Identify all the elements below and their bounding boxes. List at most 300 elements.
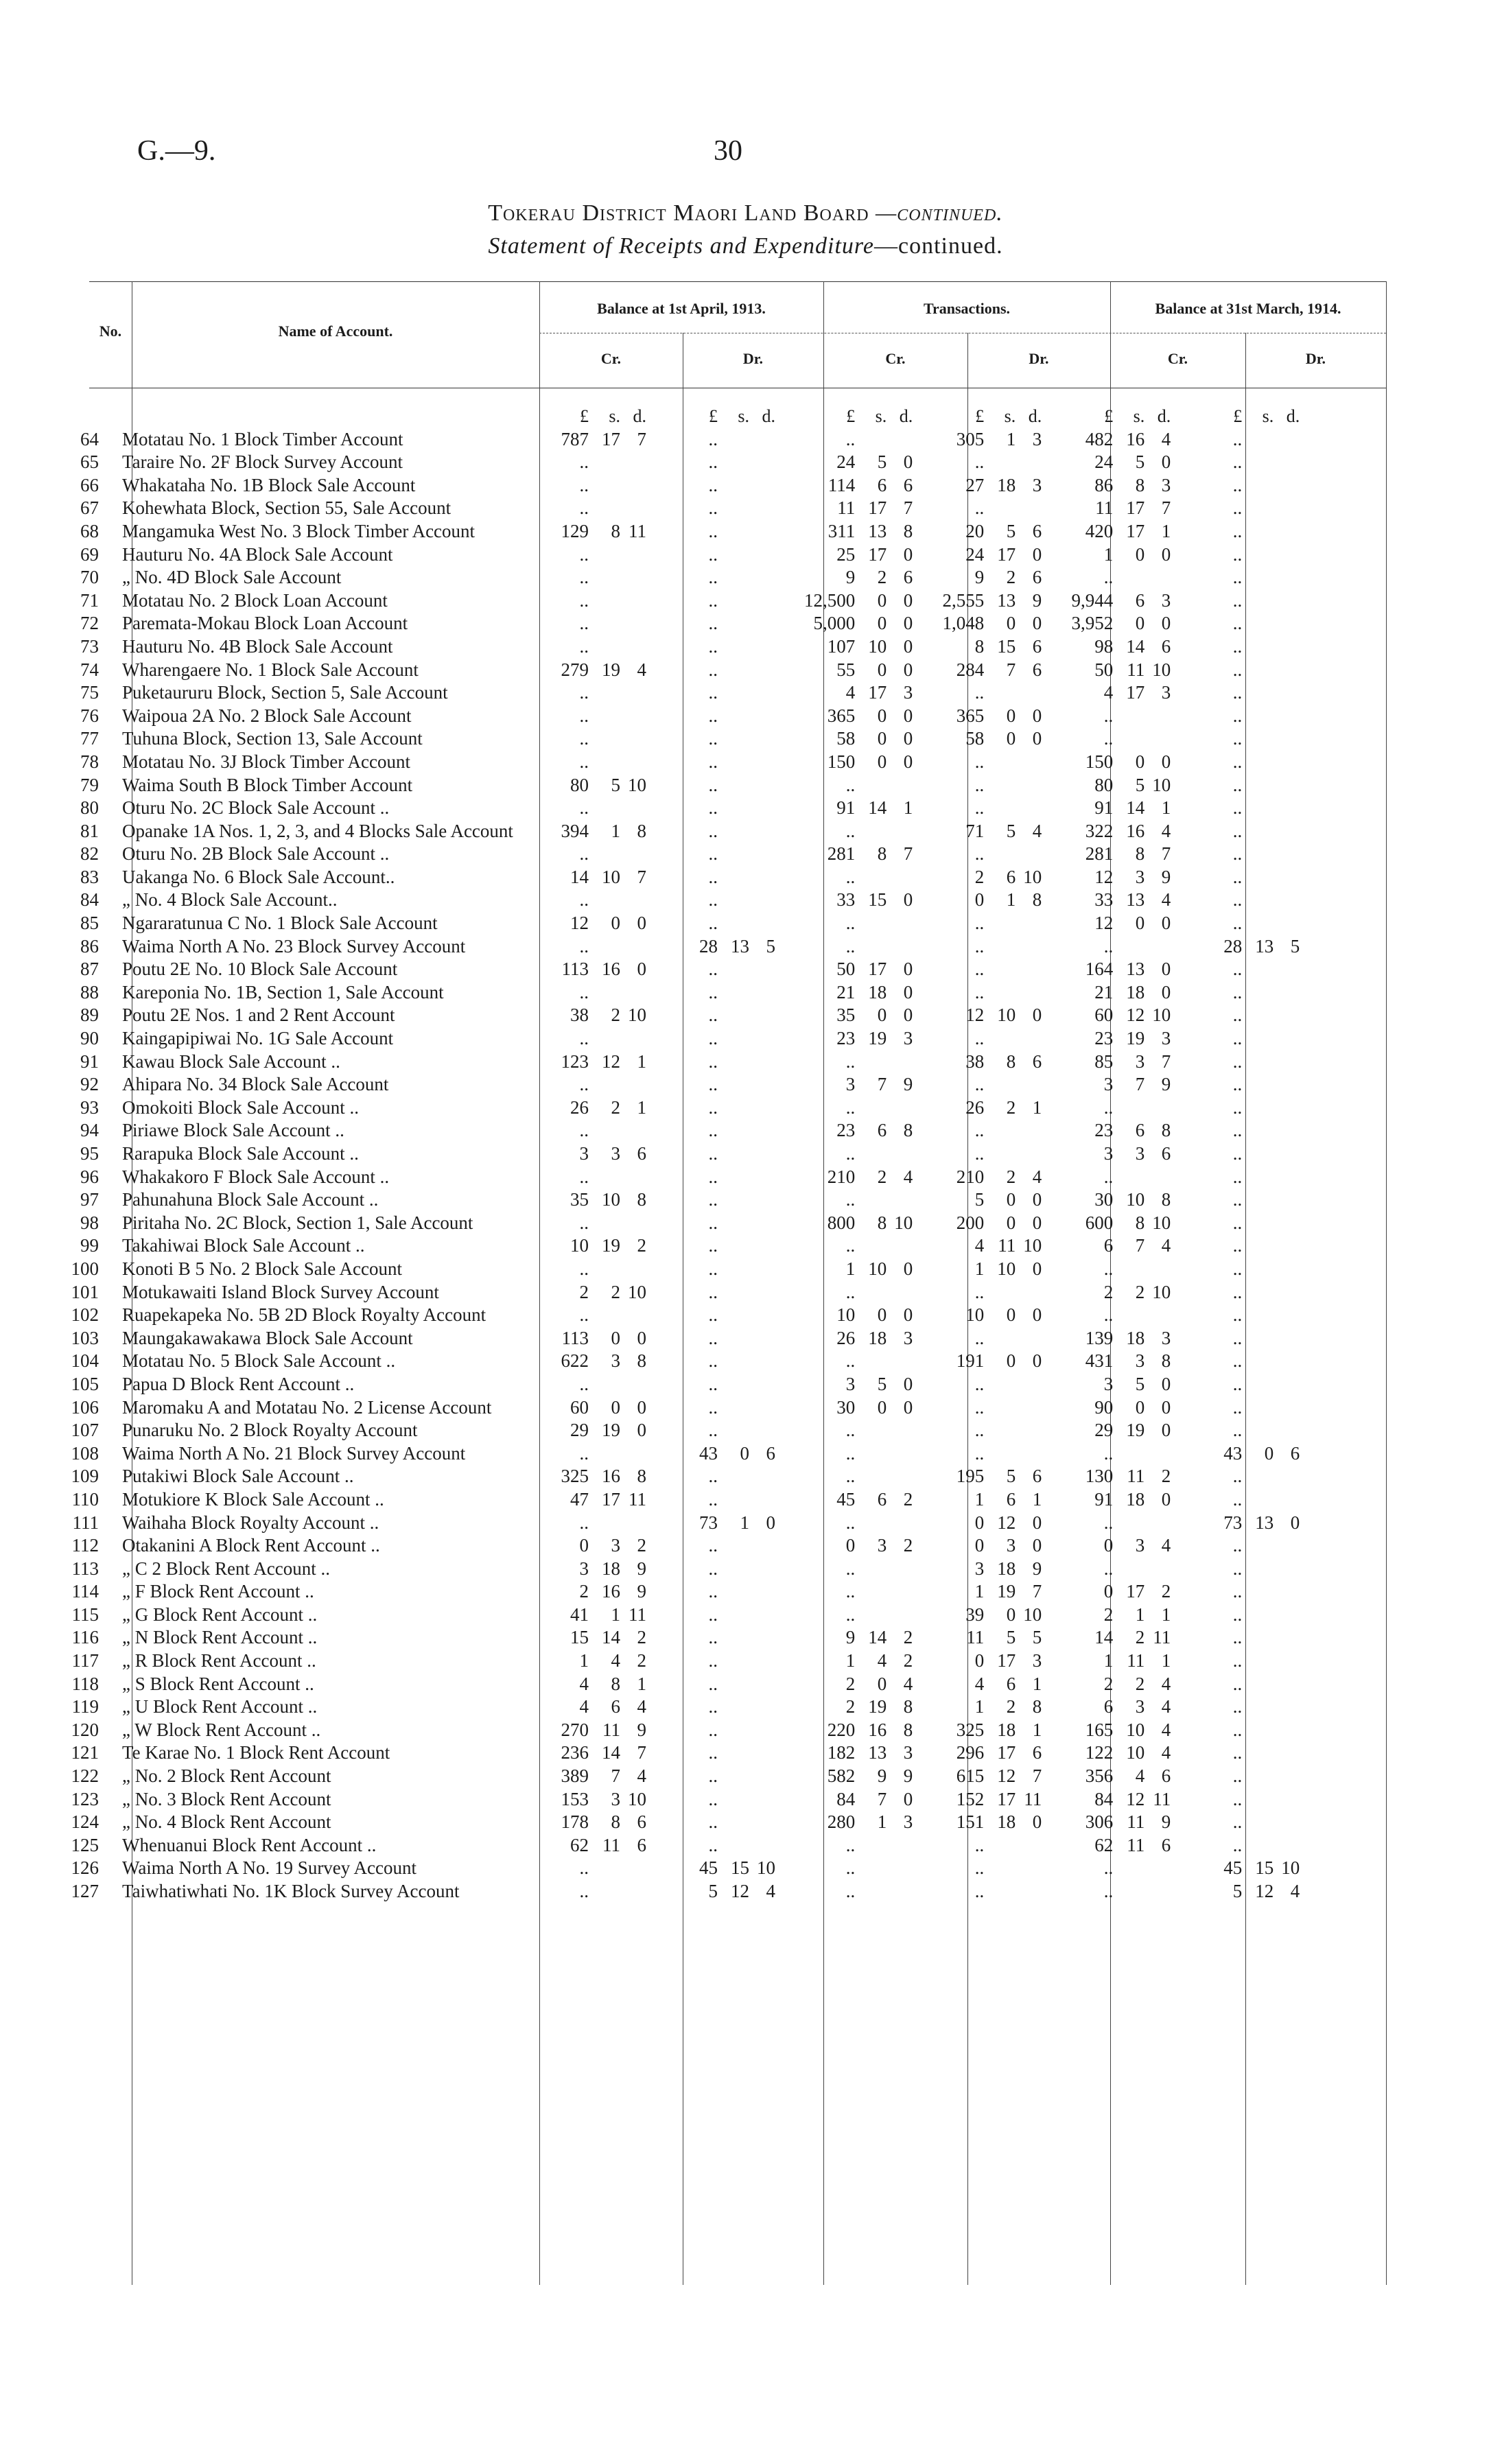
table-row: [0, 981, 1300, 1005]
bal1913-dr-pence: [749, 1534, 775, 1558]
bal1913-dr-shillings: [718, 889, 749, 912]
bal1913-dr-pence: [749, 1212, 775, 1235]
bal1913-dr-shillings: [718, 589, 749, 613]
bal1914-dr-shillings: [1242, 1212, 1273, 1235]
bal1914-dr-shillings: [1242, 1166, 1273, 1189]
trans-dr-pence: 1: [1032, 1673, 1042, 1694]
table-row: [0, 866, 1300, 889]
trans-cr-pounds: 24: [836, 451, 856, 473]
trans-dr-pounds: 0: [974, 889, 985, 911]
bal1914-cr-pounds: 6: [1103, 1696, 1114, 1717]
account-name: Mangamuka West No. 3 Block Timber Account: [122, 520, 476, 541]
bal1914-dr-pounds: 28: [1223, 935, 1243, 957]
bal1914-dr-pence: 6: [1290, 1442, 1300, 1464]
bal1913-dr-shillings: [718, 1696, 749, 1719]
bal1914-cr-pence: 0: [1161, 913, 1171, 934]
bal1914-cr-shillings: 11: [1127, 1650, 1145, 1671]
bal1914-dr-shillings: 15: [1255, 1857, 1274, 1879]
bal1913-cr-pounds: 1: [579, 1650, 589, 1671]
bal1913-dr-pence: [749, 612, 775, 635]
bal1913-cr-shillings: [589, 751, 620, 774]
bal1913-dr-shillings: [718, 1258, 749, 1281]
bal1914-dr-shillings: [1242, 428, 1273, 451]
bal1914-cr-shillings: 12: [1126, 1005, 1145, 1026]
trans-dr-pence: 1: [1032, 1488, 1042, 1510]
bal1913-dr-shillings: [718, 1765, 749, 1788]
bal1914-dr-pence: [1273, 1719, 1300, 1742]
bal1914-dr-shillings: 13: [1255, 935, 1274, 957]
bal1914-dr-shillings: [1242, 1419, 1273, 1442]
trans-dr-shillings: 17: [997, 1788, 1016, 1809]
trans-dr-pounds: ..: [974, 797, 985, 819]
bal1914-cr-shillings: 6: [1135, 589, 1145, 611]
bal1914-cr-pence: 1: [1161, 1604, 1171, 1625]
unit-pound: £: [1233, 406, 1243, 426]
bal1913-dr-shillings: [718, 1488, 749, 1512]
trans-dr-pounds: 305: [956, 428, 985, 449]
trans-cr-pence: 8: [903, 1120, 913, 1141]
account-name: Motatau No. 2 Block Loan Account: [122, 589, 388, 611]
trans-cr-pounds: 3: [845, 1074, 856, 1095]
bal1913-cr-pence: [620, 1857, 646, 1880]
bal1913-cr-pence: [620, 705, 646, 728]
trans-dr-pounds: 8: [974, 635, 985, 657]
table-row: [0, 566, 1300, 589]
bal1913-dr-shillings: [718, 751, 749, 774]
bal1913-dr-pounds: ..: [708, 613, 718, 634]
bal1913-dr-pounds: ..: [708, 1096, 718, 1118]
bal1914-dr-shillings: [1242, 797, 1273, 820]
trans-dr-pence: 0: [1032, 1212, 1042, 1233]
trans-dr-pence: 8: [1032, 1696, 1042, 1717]
bal1913-cr-shillings: 4: [611, 1650, 620, 1671]
account-number: 91: [80, 1051, 99, 1072]
trans-cr-pounds: ..: [845, 1143, 856, 1164]
trans-dr-shillings: 1: [1006, 889, 1016, 911]
trans-cr-shillings: 10: [868, 635, 887, 657]
trans-cr-pounds: ..: [845, 1604, 856, 1625]
table-row: [0, 1696, 1300, 1719]
bal1913-cr-pence: 8: [637, 1350, 646, 1372]
trans-dr-shillings: [984, 1073, 1015, 1096]
bal1913-cr-pence: 0: [637, 1396, 646, 1418]
bal1914-dr-pence: [1273, 1580, 1300, 1604]
bal1914-dr-pence: 4: [1290, 1881, 1300, 1901]
bal1914-dr-pounds: ..: [1232, 1673, 1243, 1694]
trans-dr-pounds: 195: [956, 1466, 985, 1487]
trans-cr-shillings: 8: [877, 843, 887, 865]
account-name: Maromaku A and Motatau No. 2 License Account: [122, 1396, 492, 1418]
bal1913-dr-pence: [749, 543, 775, 567]
bal1913-dr-pounds: 43: [699, 1442, 718, 1464]
account-number: 110: [71, 1488, 99, 1510]
bal1913-cr-pence: 9: [637, 1558, 646, 1579]
trans-dr-pence: 0: [1032, 1258, 1042, 1279]
bal1914-dr-shillings: [1242, 1188, 1273, 1212]
trans-dr-pence: 10: [1023, 1604, 1042, 1625]
bal1914-dr-pounds: ..: [1232, 567, 1243, 588]
title-continued: —continued.: [876, 200, 1003, 226]
trans-cr-pounds: 21: [836, 981, 856, 1002]
trans-dr-shillings: 17: [997, 1742, 1016, 1763]
account-number: 106: [71, 1396, 99, 1418]
trans-cr-pounds: ..: [845, 1881, 856, 1901]
bal1913-dr-shillings: [718, 1234, 749, 1258]
trans-dr-pounds: 152: [956, 1788, 985, 1809]
trans-dr-pounds: 0: [974, 1650, 985, 1671]
bal1913-cr-shillings: 10: [602, 1189, 620, 1210]
bal1914-cr-shillings: 2: [1135, 1281, 1145, 1302]
trans-cr-pence: [887, 1442, 913, 1466]
trans-dr-pounds: 200: [956, 1212, 985, 1233]
trans-cr-pence: 0: [903, 1304, 913, 1326]
bal1913-cr-pence: [620, 566, 646, 589]
bal1913-dr-pence: [749, 958, 775, 981]
bal1913-cr-shillings: 8: [611, 1673, 620, 1694]
header-cr-1913: Cr.: [600, 350, 622, 367]
trans-cr-pounds: 84: [836, 1788, 856, 1809]
trans-cr-pounds: 311: [827, 520, 856, 541]
bal1913-cr-shillings: [589, 1857, 620, 1880]
bal1913-dr-pence: [749, 1373, 775, 1396]
account-number: 118: [71, 1673, 99, 1694]
bal1914-cr-pounds: 23: [1094, 1028, 1114, 1049]
bal1914-cr-pounds: ..: [1103, 1442, 1114, 1464]
bal1914-cr-pounds: 33: [1094, 889, 1114, 911]
bal1913-dr-pence: [749, 635, 775, 659]
trans-dr-pounds: ..: [974, 981, 985, 1002]
trans-cr-pounds: 10: [836, 1304, 856, 1326]
trans-dr-shillings: 13: [997, 589, 1016, 611]
header-dr-1913: Dr.: [742, 350, 764, 367]
bal1913-cr-pence: 11: [629, 1488, 646, 1510]
bal1913-cr-shillings: 0: [611, 1327, 620, 1348]
bal1913-dr-pence: [749, 1051, 775, 1074]
account-name: Tuhuna Block, Section 13, Sale Account: [122, 728, 423, 749]
header-dr-1914: Dr.: [1305, 350, 1326, 367]
bal1914-cr-shillings: 17: [1126, 682, 1145, 703]
bal1914-cr-pounds: ..: [1103, 1304, 1114, 1326]
bal1914-dr-pence: [1273, 612, 1300, 635]
account-number: 83: [80, 866, 99, 887]
trans-cr-pounds: 220: [827, 1719, 856, 1740]
table-row: [0, 1442, 1300, 1466]
bal1913-cr-pounds: 14: [570, 866, 589, 887]
trans-cr-pounds: ..: [845, 935, 856, 957]
bal1913-cr-pounds: 2: [579, 1581, 589, 1602]
bal1914-dr-pence: [1273, 451, 1300, 474]
bal1913-cr-shillings: 16: [602, 1581, 620, 1602]
bal1913-dr-pence: [749, 1234, 775, 1258]
table-row: [0, 1281, 1300, 1304]
bal1914-dr-pounds: ..: [1232, 981, 1243, 1002]
table-row: [0, 451, 1300, 474]
trans-dr-pounds: ..: [974, 751, 985, 772]
trans-dr-shillings: 7: [1006, 659, 1016, 680]
bal1914-cr-pence: 4: [1161, 1696, 1171, 1717]
bal1914-cr-shillings: [1113, 1880, 1144, 1903]
bal1913-cr-pence: [620, 889, 646, 912]
trans-dr-pence: 7: [1032, 1581, 1042, 1602]
trans-dr-pounds: ..: [974, 1120, 985, 1141]
account-name: Hauturu No. 4A Block Sale Account: [122, 543, 393, 565]
trans-cr-pounds: ..: [845, 1558, 856, 1579]
unit-pound: £: [846, 406, 856, 426]
bal1913-dr-shillings: 15: [731, 1857, 749, 1879]
unit-pence: d.: [762, 406, 775, 426]
trans-dr-pence: 6: [1032, 1051, 1042, 1072]
account-number: 107: [71, 1420, 99, 1441]
bal1913-cr-shillings: [589, 889, 620, 912]
bal1914-cr-shillings: 17: [1126, 1581, 1145, 1602]
bal1914-dr-pounds: ..: [1232, 474, 1243, 495]
bal1913-cr-shillings: [589, 1373, 620, 1396]
bal1914-dr-pence: [1273, 635, 1300, 659]
trans-dr-pence: 6: [1032, 635, 1042, 657]
bal1914-dr-pounds: ..: [1232, 820, 1243, 841]
bal1914-cr-pence: 1: [1161, 1650, 1171, 1671]
bal1914-dr-shillings: [1242, 1281, 1273, 1304]
bal1913-dr-pence: [749, 1327, 775, 1350]
table-row: [0, 1258, 1300, 1281]
bal1913-dr-pounds: ..: [708, 1604, 718, 1625]
bal1913-dr-pence: 4: [766, 1881, 775, 1901]
account-name: Whenuanui Block Rent Account ..: [122, 1834, 377, 1855]
bal1913-dr-pounds: ..: [708, 659, 718, 680]
trans-dr-pounds: 615: [956, 1765, 985, 1787]
account-name: Waima North A No. 19 Survey Account: [122, 1857, 417, 1879]
bal1913-cr-pence: 0: [637, 959, 646, 980]
bal1914-cr-pounds: 3: [1103, 1143, 1114, 1164]
bal1914-cr-shillings: 7: [1135, 1074, 1145, 1095]
trans-dr-pence: 0: [1032, 1512, 1042, 1533]
bal1914-dr-pence: [1273, 659, 1300, 682]
trans-dr-pence: 6: [1032, 659, 1042, 680]
bal1914-dr-shillings: [1242, 727, 1273, 751]
bal1913-cr-pounds: ..: [579, 751, 589, 772]
bal1913-cr-pounds: 622: [561, 1350, 589, 1372]
trans-cr-shillings: [855, 1857, 887, 1880]
bal1914-cr-pounds: 23: [1094, 1120, 1114, 1141]
bal1913-dr-pounds: ..: [708, 543, 718, 565]
trans-dr-shillings: [984, 1419, 1015, 1442]
trans-dr-pounds: ..: [974, 1281, 985, 1302]
bal1914-cr-pounds: 150: [1085, 751, 1114, 772]
trans-cr-shillings: 0: [877, 1396, 887, 1418]
bal1914-dr-shillings: [1242, 1580, 1273, 1604]
trans-dr-shillings: [984, 1857, 1015, 1880]
trans-cr-shillings: [855, 428, 887, 451]
trans-dr-shillings: [984, 797, 1015, 820]
account-number: 102: [71, 1304, 99, 1326]
bal1913-dr-pence: [749, 1188, 775, 1212]
trans-cr-shillings: 0: [877, 659, 887, 680]
trans-cr-pence: [887, 1834, 913, 1857]
bal1914-dr-shillings: [1242, 1488, 1273, 1512]
bal1913-dr-pence: [749, 1719, 775, 1742]
bal1913-cr-shillings: [589, 935, 620, 959]
trans-dr-pence: 3: [1032, 428, 1042, 449]
trans-cr-pence: [887, 912, 913, 935]
trans-dr-pence: [1015, 797, 1042, 820]
bal1914-cr-shillings: 8: [1135, 1212, 1145, 1233]
account-number: 69: [80, 543, 99, 565]
bal1913-cr-pounds: 15: [570, 1627, 589, 1648]
table-row: [0, 1788, 1300, 1811]
trans-cr-pence: 0: [903, 728, 913, 749]
bal1914-cr-shillings: 0: [1135, 613, 1145, 634]
bal1913-cr-pounds: 325: [561, 1466, 589, 1487]
trans-dr-shillings: 11: [998, 1235, 1016, 1256]
trans-dr-pounds: ..: [974, 1373, 985, 1394]
table-row: [0, 1488, 1300, 1512]
trans-cr-shillings: 0: [877, 613, 887, 634]
trans-cr-shillings: [855, 774, 887, 797]
bal1914-dr-pence: [1273, 705, 1300, 728]
bal1913-dr-shillings: [718, 1741, 749, 1765]
trans-cr-shillings: 1: [877, 1811, 887, 1833]
trans-cr-pence: 10: [894, 1212, 913, 1233]
bal1913-cr-pence: 2: [637, 1235, 646, 1256]
trans-cr-shillings: [855, 912, 887, 935]
trans-cr-pounds: 58: [836, 728, 856, 749]
bal1913-dr-pounds: ..: [708, 797, 718, 819]
trans-dr-shillings: 0: [1006, 613, 1016, 634]
bal1914-cr-pence: 0: [1161, 613, 1171, 634]
bal1913-dr-pence: 0: [766, 1512, 775, 1533]
bal1913-cr-shillings: [589, 589, 620, 613]
trans-cr-pence: 0: [903, 1373, 913, 1394]
bal1914-dr-pounds: ..: [1232, 543, 1243, 565]
bal1914-dr-shillings: [1242, 1119, 1273, 1142]
trans-cr-shillings: 8: [877, 1212, 887, 1233]
bal1914-dr-pounds: ..: [1232, 1788, 1243, 1809]
bal1914-cr-pence: [1144, 1857, 1171, 1880]
bal1914-dr-shillings: [1242, 1051, 1273, 1074]
account-name: Paremata-Mokau Block Loan Account: [122, 613, 408, 634]
bal1914-dr-shillings: [1242, 912, 1273, 935]
bal1913-cr-shillings: [589, 1304, 620, 1327]
account-number: 98: [80, 1212, 99, 1233]
trans-dr-pence: [1015, 1142, 1042, 1166]
trans-cr-shillings: 0: [877, 751, 887, 772]
header-top-rule: [89, 281, 1386, 282]
trans-dr-pounds: 0: [974, 1512, 985, 1533]
bal1913-dr-shillings: [718, 474, 749, 497]
bal1914-cr-pounds: ..: [1103, 705, 1114, 726]
header-balance-1914: Balance at 31st March, 1914.: [1155, 300, 1341, 317]
trans-dr-shillings: 5: [1006, 820, 1016, 841]
bal1913-cr-pence: [620, 797, 646, 820]
trans-dr-shillings: 18: [997, 1719, 1016, 1740]
bal1914-dr-pence: [1273, 1350, 1300, 1373]
bal1914-cr-shillings: 8: [1135, 843, 1145, 865]
trans-cr-pence: 7: [903, 843, 913, 865]
trans-dr-pounds: 3: [974, 1558, 985, 1579]
trans-cr-pounds: ..: [845, 1512, 856, 1533]
bal1913-cr-shillings: [589, 1027, 620, 1051]
trans-dr-shillings: 5: [1006, 1627, 1016, 1648]
trans-dr-pence: [1015, 751, 1042, 774]
account-name: Takahiwai Block Sale Account ..: [122, 1235, 365, 1256]
trans-dr-pounds: 1: [974, 1488, 985, 1510]
unit-shilling: s.: [738, 406, 749, 426]
bal1914-dr-pence: [1273, 981, 1300, 1005]
bal1914-cr-pence: 0: [1161, 981, 1171, 1002]
trans-dr-pence: 7: [1032, 1765, 1042, 1787]
bal1913-dr-pence: [749, 1142, 775, 1166]
bal1913-dr-pence: [749, 1304, 775, 1327]
trans-dr-shillings: 10: [997, 1258, 1016, 1279]
bal1914-dr-pence: [1273, 1419, 1300, 1442]
bal1914-cr-pounds: 3: [1103, 1373, 1114, 1394]
table-row: [0, 1304, 1300, 1327]
bal1913-dr-shillings: 0: [740, 1442, 749, 1464]
bal1914-dr-shillings: [1242, 843, 1273, 866]
account-number: 90: [80, 1028, 99, 1049]
bal1913-dr-pence: [749, 1580, 775, 1604]
bal1914-dr-pence: [1273, 1834, 1300, 1857]
account-name: „ G Block Rent Account ..: [122, 1604, 318, 1625]
bal1914-cr-pence: 6: [1161, 635, 1171, 657]
bal1913-cr-shillings: [589, 1512, 620, 1535]
bal1914-dr-pounds: ..: [1232, 1650, 1243, 1671]
bal1913-cr-pounds: 279: [561, 659, 589, 680]
bal1914-dr-shillings: 0: [1264, 1442, 1274, 1464]
trans-cr-pounds: 2: [845, 1673, 856, 1694]
trans-cr-pence: 0: [903, 981, 913, 1002]
bal1914-dr-shillings: [1242, 1350, 1273, 1373]
bal1913-cr-shillings: 19: [602, 659, 620, 680]
trans-cr-pence: 0: [903, 451, 913, 473]
trans-cr-pounds: 4: [845, 682, 856, 703]
trans-dr-pence: 4: [1032, 820, 1042, 841]
bal1913-dr-pounds: ..: [708, 1420, 718, 1441]
bal1914-cr-pounds: ..: [1103, 1166, 1114, 1187]
trans-dr-shillings: [984, 1281, 1015, 1304]
bal1914-cr-pounds: ..: [1103, 1857, 1114, 1879]
bal1913-dr-shillings: [718, 1650, 749, 1673]
account-name: Punaruku No. 2 Block Royalty Account: [122, 1420, 418, 1441]
trans-dr-shillings: [984, 1834, 1015, 1857]
bal1914-dr-pence: [1273, 474, 1300, 497]
trans-dr-pence: [1015, 1073, 1042, 1096]
bal1914-cr-pence: [1144, 1512, 1171, 1535]
account-number: 79: [80, 774, 99, 795]
trans-dr-shillings: [984, 451, 1015, 474]
table-row: [0, 1188, 1300, 1212]
account-number: 87: [80, 959, 99, 980]
account-name: Piritaha No. 2C Block, Section 1, Sale Account: [122, 1212, 473, 1233]
trans-dr-pounds: 2: [974, 866, 985, 887]
bal1914-cr-pence: 11: [1153, 1627, 1171, 1648]
bal1913-cr-shillings: 8: [611, 520, 620, 541]
trans-cr-shillings: [855, 1234, 887, 1258]
bal1913-cr-shillings: [589, 497, 620, 520]
bal1913-cr-pence: 10: [628, 774, 646, 795]
bal1914-cr-pence: 0: [1161, 451, 1171, 473]
bal1913-cr-shillings: 11: [602, 1834, 620, 1855]
bal1913-cr-pence: 0: [637, 913, 646, 934]
trans-cr-shillings: 18: [868, 981, 887, 1002]
trans-dr-pounds: 4: [974, 1235, 985, 1256]
trans-dr-shillings: [984, 1119, 1015, 1142]
table-row: [0, 1604, 1300, 1627]
bal1914-dr-shillings: [1242, 681, 1273, 705]
trans-cr-pence: [887, 1234, 913, 1258]
unit-pound: £: [1104, 406, 1114, 426]
trans-dr-pounds: 2,555: [942, 589, 985, 611]
